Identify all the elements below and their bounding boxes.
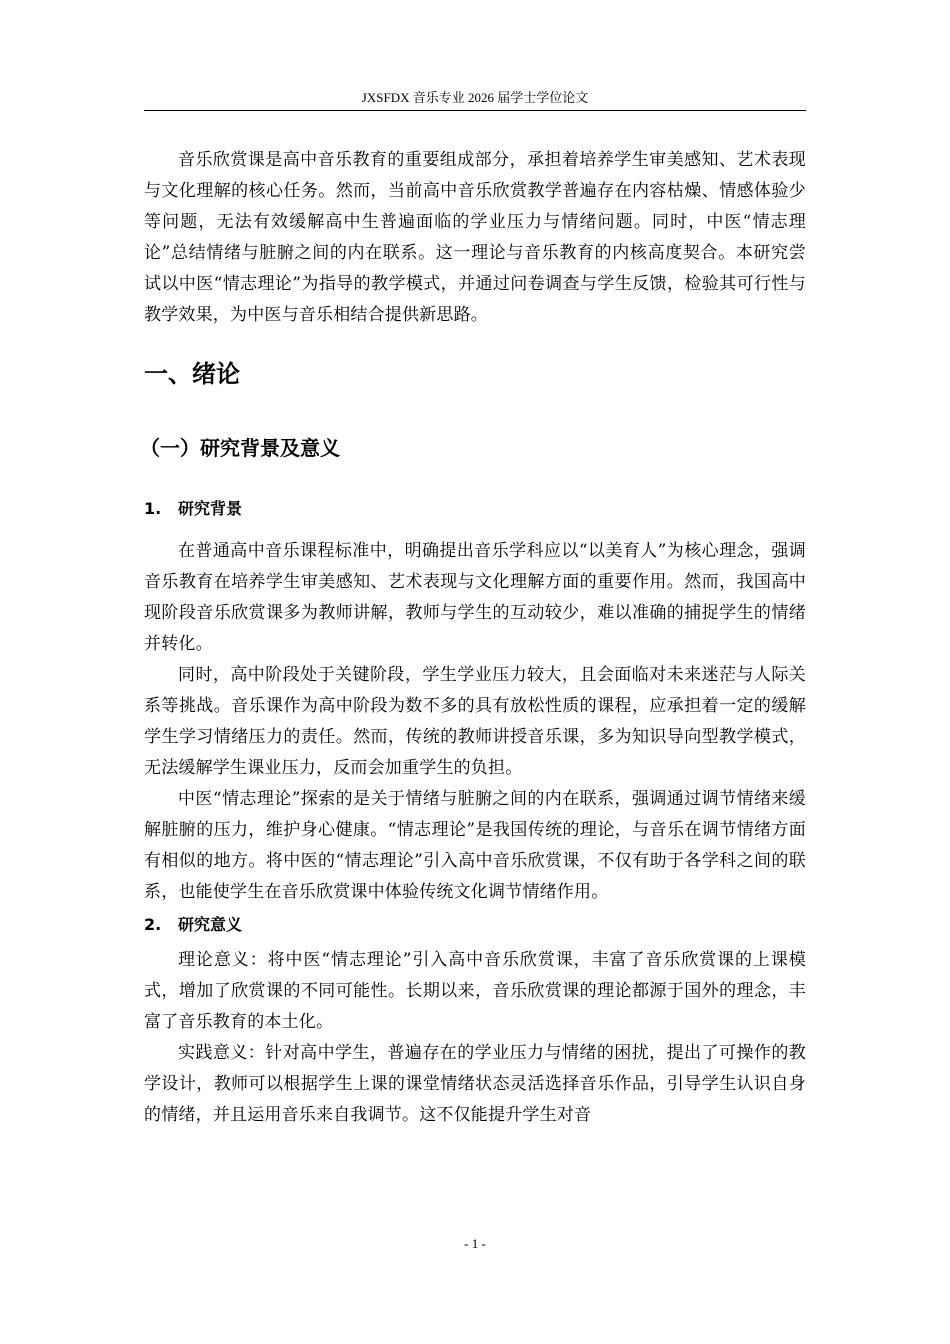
significance-paragraph-2: 实践意义：针对高中学生，普遍存在的学业压力与情绪的困扰，提出了可操作的教学设计，教师可以根据学生上课的课堂情绪状态灵活选择音乐作品，引导学生认识自身的情绪，并且运用音乐来自我调节。这不仅能提升学生对音 [144, 1043, 806, 1125]
heading-text: 研究背景 [178, 499, 243, 518]
subsubsection-heading-background [144, 495, 806, 523]
header-title: JXSFDX 音乐专业 2026 届学士学位论文 [361, 90, 589, 105]
background-paragraph-1: 在普通高中音乐课程标准中，明确提出音乐学科应以“以美育人”为核心理念，强调音乐教育在培养学生审美感知、艺术表现与文化理解方面的重要作用。然而，我国高中现阶段音乐欣赏课多为教师讲解，教师与学生的互动较少，难以准确的捕捉学生的情绪并转化。 [144, 541, 806, 654]
subsection-title: （一）研究背景及意义 [140, 436, 340, 460]
heading-number: 1. [144, 499, 162, 518]
heading-number: 2. [144, 915, 162, 934]
intro-paragraph: 音乐欣赏课是高中音乐教育的重要组成部分，承担着培养学生审美感知、艺术表现与文化理解的核心任务。然而，当前高中音乐欣赏教学普遍存在内容枯燥、情感体验少等问题，无法有效缓解高中生普遍面临的学业压力与情绪问题。同时，中医“情志理论”总结情绪与脏腑之间的内在联系。这一理论与音乐教育的内核高度契合。本研究尝试以中医“情志理论”为指导的教学模式，并通过问卷调查与学生反馈，检验其可行性与教学效果，为中医与音乐相结合提供新思路。 [144, 150, 806, 325]
subsubsection-heading-significance [144, 911, 806, 939]
background-paragraph-2: 同时，高中阶段处于关键阶段，学生学业压力较大，且会面临对未来迷茫与人际关系等挑战。音乐课作为高中阶段为数不多的具有放松性质的课程，应承担着一定的缓解学生学习情绪压力的责任。然而，传统的教师讲授音乐课，多为知识导向型教学模式，无法缓解学生课业压力，反而会加重学生的负担。 [144, 665, 806, 778]
significance-paragraph-1: 理论意义：将中医“情志理论”引入高中音乐欣赏课，丰富了音乐欣赏课的上课模式，增加了欣赏课的不同可能性。长期以来，音乐欣赏课的理论都源于国外的理念，丰富了音乐教育的本土化。 [144, 950, 806, 1032]
background-paragraph-3: 中医“情志理论”探索的是关于情绪与脏腑之间的内在联系，强调通过调节情绪来缓解脏腑的压力，维护身心健康。“情志理论”是我国传统的理论，与音乐在调节情绪方面有相似的地方。将中医的“情志理论”引入高中音乐欣赏课，不仅有助于各学科之间的联系，也能使学生在音乐欣赏课中体验传统文化调节情绪作用。 [144, 789, 806, 902]
section-title: 一、绪论 [144, 360, 240, 388]
heading-text: 研究意义 [178, 915, 243, 934]
page-header [144, 88, 806, 111]
page-number: - 1 - [464, 1236, 486, 1251]
document-body [140, 145, 806, 1131]
